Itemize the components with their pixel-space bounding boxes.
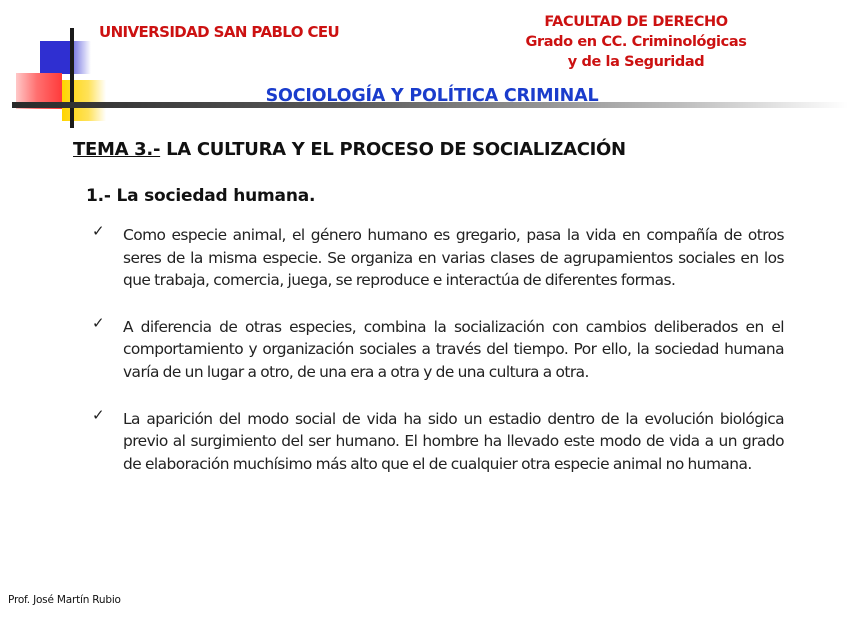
list-item — [92, 313, 784, 384]
faculty-line: FACULTAD DE DERECHO — [544, 14, 728, 30]
list-item-text: A diferencia de otras especies, combina la socialización con cambios deliberados en el comportamiento y organización sociales a través del tiempo. Por ello, la sociedad humana varía de un lugar a otro, de una era a otra y de una cultura a otra. — [123, 317, 784, 381]
topic-title — [73, 139, 626, 160]
university-logo — [0, 0, 120, 130]
faculty-line: y de la Seguridad — [567, 54, 705, 70]
faculty-block — [496, 12, 776, 72]
topic-number: TEMA 3.- — [73, 139, 161, 160]
bullet-list — [92, 224, 784, 499]
faculty-line: Grado en CC. Criminológicas — [525, 34, 747, 50]
list-item — [92, 224, 784, 292]
logo-blue-square — [40, 41, 71, 74]
checkmark-icon: ✓ — [92, 405, 105, 424]
logo-blue-fade — [71, 41, 91, 74]
checkmark-icon: ✓ — [92, 313, 105, 332]
list-item-text: La aparición del modo social de vida ha sido un estadio dentro de la evolución biológica previo al surgimiento del ser humano. El hombre ha llevado este modo de vida a un grado de elaboración muchísimo más alto que el de cualquier otra especie animal no humana. — [123, 409, 784, 473]
subject-title: SOCIOLOGÍA Y POLÍTICA CRIMINAL — [265, 86, 599, 106]
author-footer: Prof. José Martín Rubio — [8, 594, 121, 606]
logo-vertical-line — [70, 28, 74, 128]
list-item-text: Como especie animal, el género humano es gregario, pasa la vida en compañía de otros seres de la misma especie. Se organiza en varias clases de agrupamientos sociales en los que trabaja, comercia, juega, se reproduce e interactúa de diferentes formas. — [123, 226, 784, 290]
section-heading: 1.- La sociedad humana. — [86, 186, 316, 206]
checkmark-icon: ✓ — [92, 222, 105, 240]
list-item — [92, 405, 784, 476]
topic-name: LA CULTURA Y EL PROCESO DE SOCIALIZACIÓN — [160, 139, 626, 160]
university-name: UNIVERSIDAD SAN PABLO CEU — [99, 23, 340, 41]
